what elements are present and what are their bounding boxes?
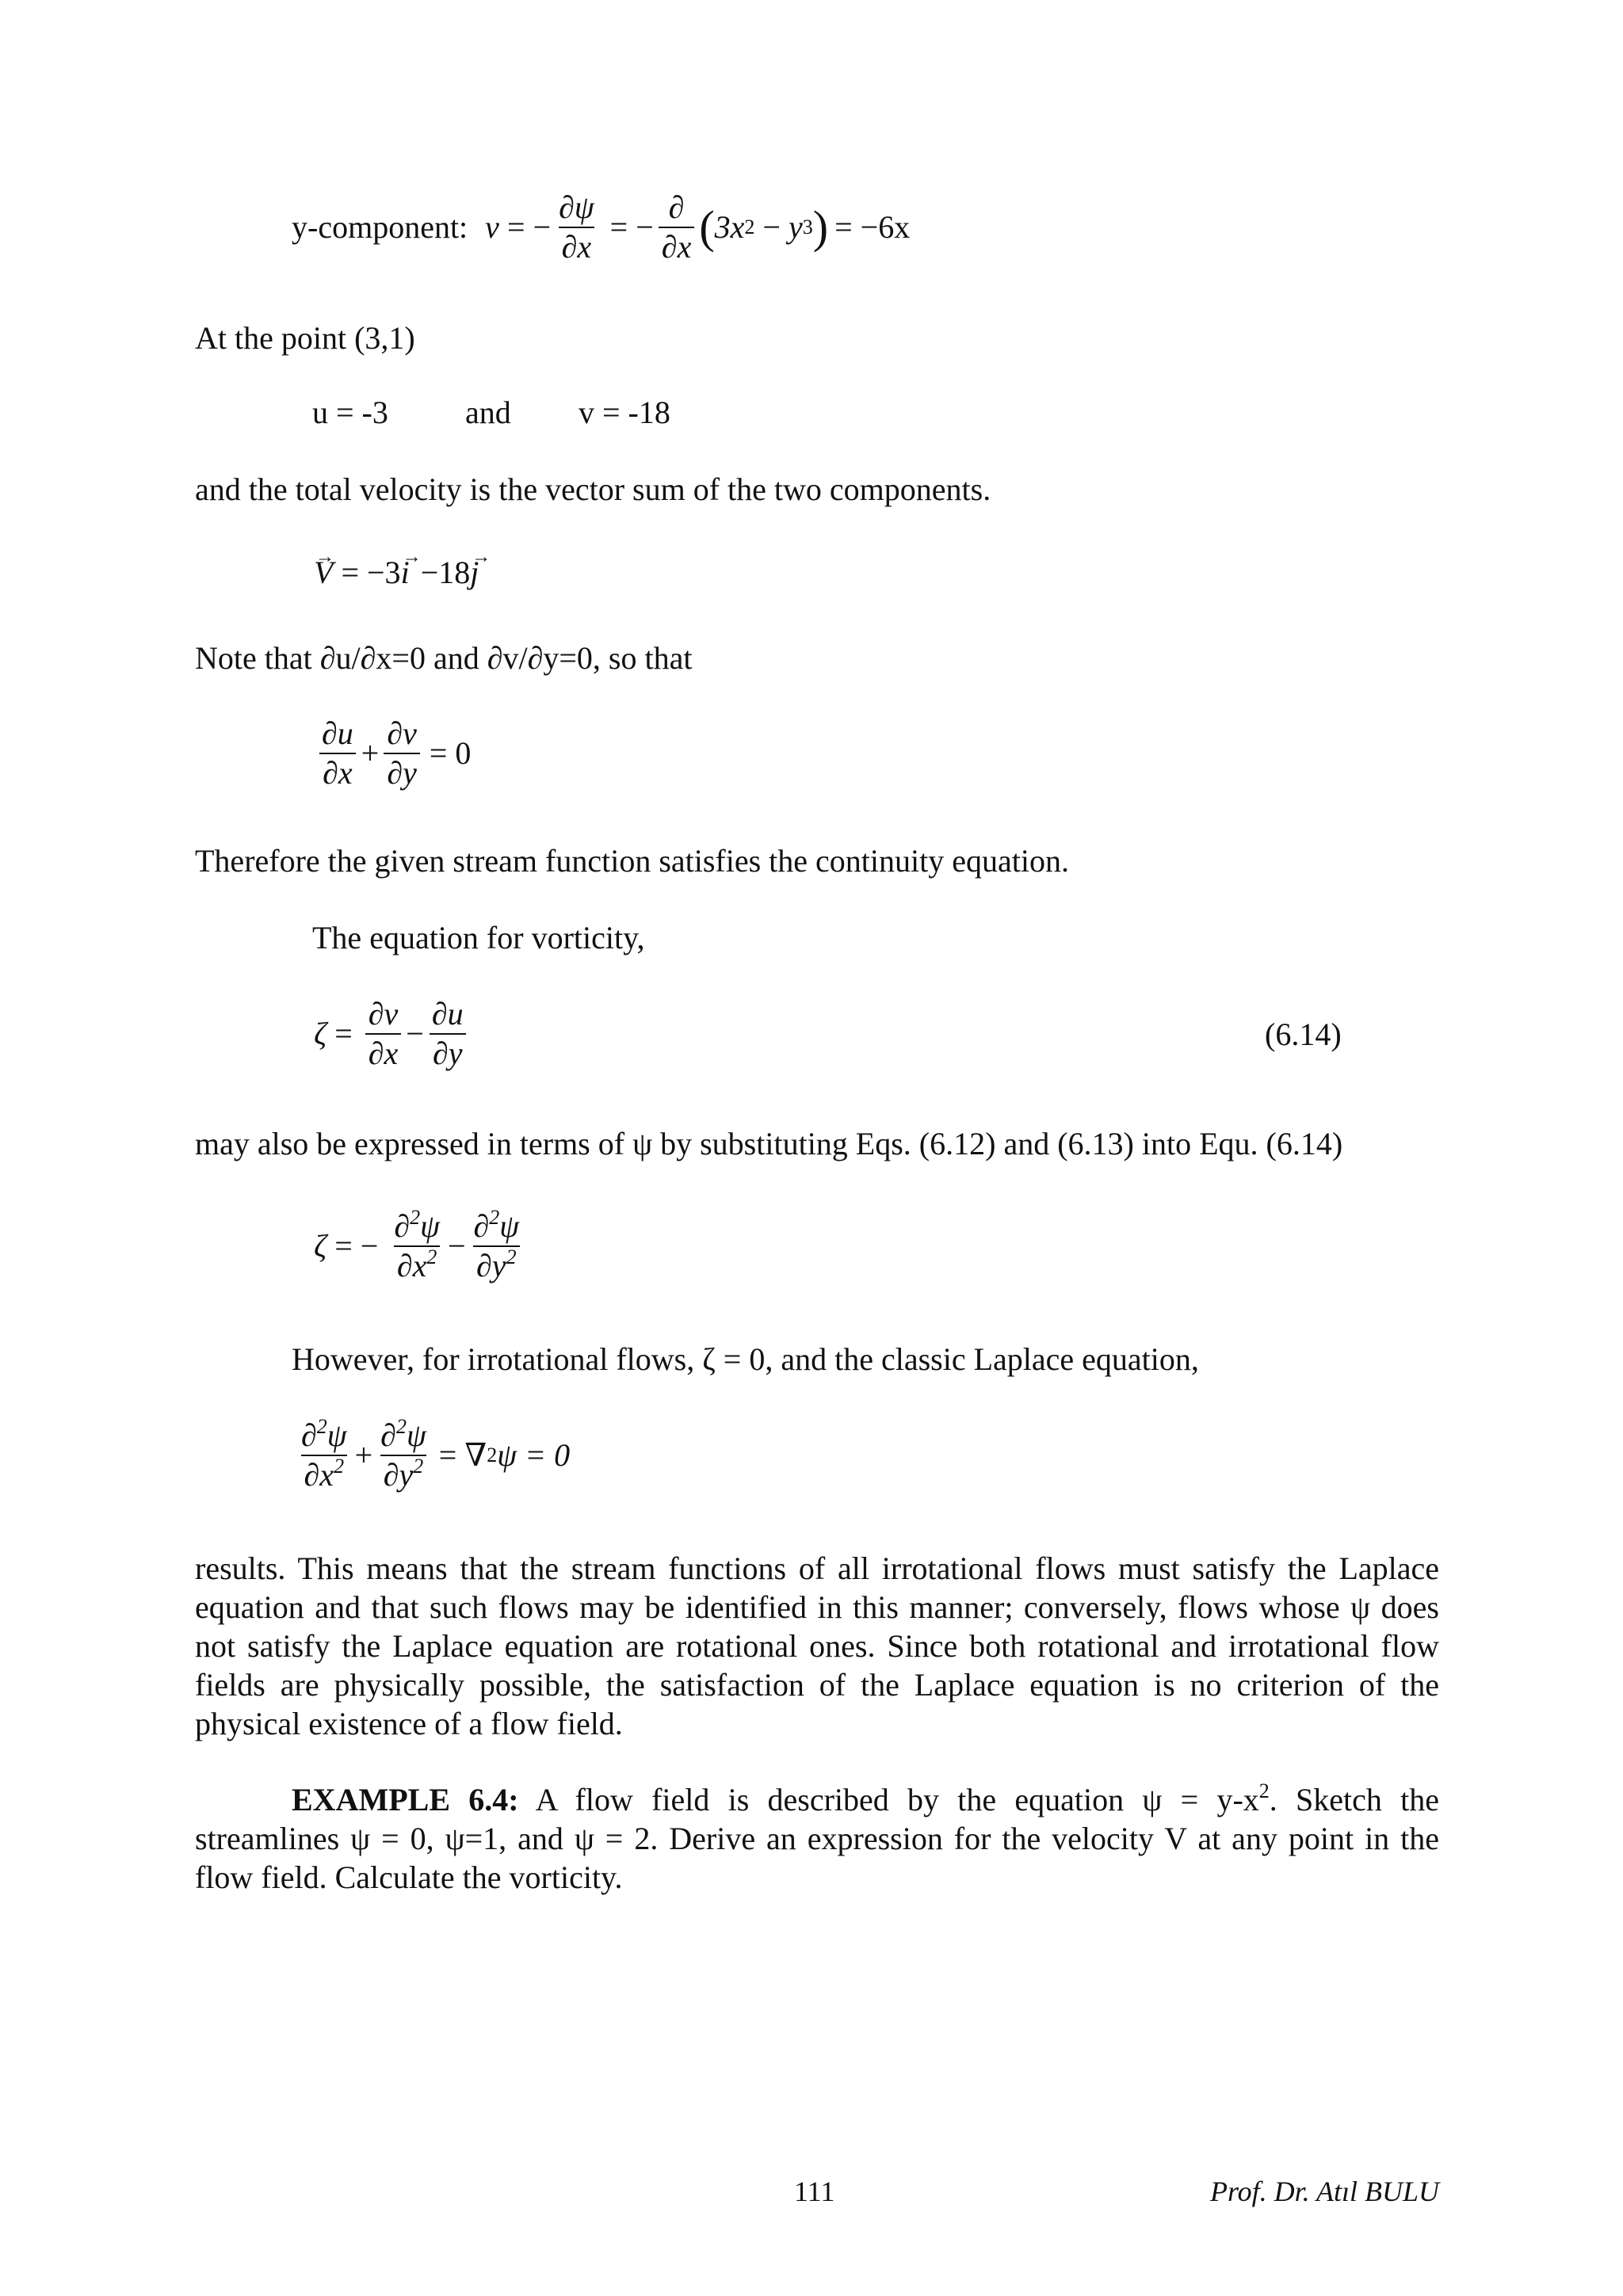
total-velocity-text: and the total velocity is the vector sum of the two components. (195, 471, 991, 507)
v-value: v = -18 (579, 395, 670, 430)
note-text: Note that ∂u/∂x=0 and ∂v/∂y=0, so that (195, 640, 693, 676)
therefore-text: Therefore the given stream function satisfies the continuity equation. (195, 843, 1069, 879)
at-point-text: At the point (3,1) (195, 320, 415, 356)
author-footer: Prof. Dr. Atıl BULU (1209, 2176, 1439, 2207)
example-label: EXAMPLE 6.4: (292, 1782, 519, 1817)
vorticity-stream-function-equation: ζ = − $\frac{\partial^2\psi}{\partial x^2}$ − $\frac{\partial^2\psi}{\partial y^2}$ (314, 1206, 520, 1283)
and-text: and (465, 395, 511, 430)
y-component-label: y-component: (292, 209, 468, 245)
laplace-equation: $\frac{\partial^2\psi}{\partial x^2}$ + $\frac{\partial^2\psi}{\partial y^2}$ = ∇ 2 ψ = 0 (301, 1415, 571, 1493)
u-value: u = -3 (312, 395, 388, 430)
however-text: However, for irrotational flows, ζ = 0, and the classic Laplace equation, (292, 1341, 1199, 1377)
page-number: 111 (794, 2176, 835, 2207)
dpsi-dx-fraction: $\frac{\partial\psi}{\partial x}$ (559, 189, 594, 265)
velocity-vector-equation: → V = −3 → i −18 → j (314, 554, 479, 592)
may-also-text: may also be expressed in terms of ψ by substituting Eqs. (6.12) and (6.13) into Equ. (6.14) (195, 1126, 1343, 1161)
y-component-equation: y-component: v = − $\frac{\partial\psi}{\partial x}$ = − $\frac{\partial}{\partial x}$ ( 3x 2 − y 3 ) = −6x (292, 189, 911, 265)
equation-number: (6.14) (1265, 1016, 1342, 1052)
vorticity-equation: ζ = $\frac{\partial v}{\partial x}$ − $\frac{\partial u}{\partial y}$ (314, 997, 472, 1071)
d-dx-fraction: $\frac{\partial}{\partial x}$ (659, 190, 695, 265)
continuity-equation: $\frac{\partial u}{\partial x}$ + $\frac{\partial v}{\partial y}$ = 0 (314, 716, 471, 791)
vorticity-intro-text: The equation for vorticity, (312, 920, 645, 955)
example-paragraph: EXAMPLE 6.4: A flow field is described by the equation $\psi = y-x^2$. Sketch the streamlines ψ = 0, ψ=1, and ψ = 2. Derive an expression for the velocity V at any point in the flow field. Calculate the vorticity. (195, 1779, 1439, 1895)
results-paragraph: results. This means that the stream functions of all irrotational flows must satisfy the Laplace equation and that such flows may be identified in this manner; conversely, flows whose ψ does not satisfy the Laplace equation are rotational ones. Since both rotational and irrotational flow fields are physically possible, the satisfaction of the Laplace equation is no criterion of the physical existence of a flow field. (195, 1550, 1439, 1741)
